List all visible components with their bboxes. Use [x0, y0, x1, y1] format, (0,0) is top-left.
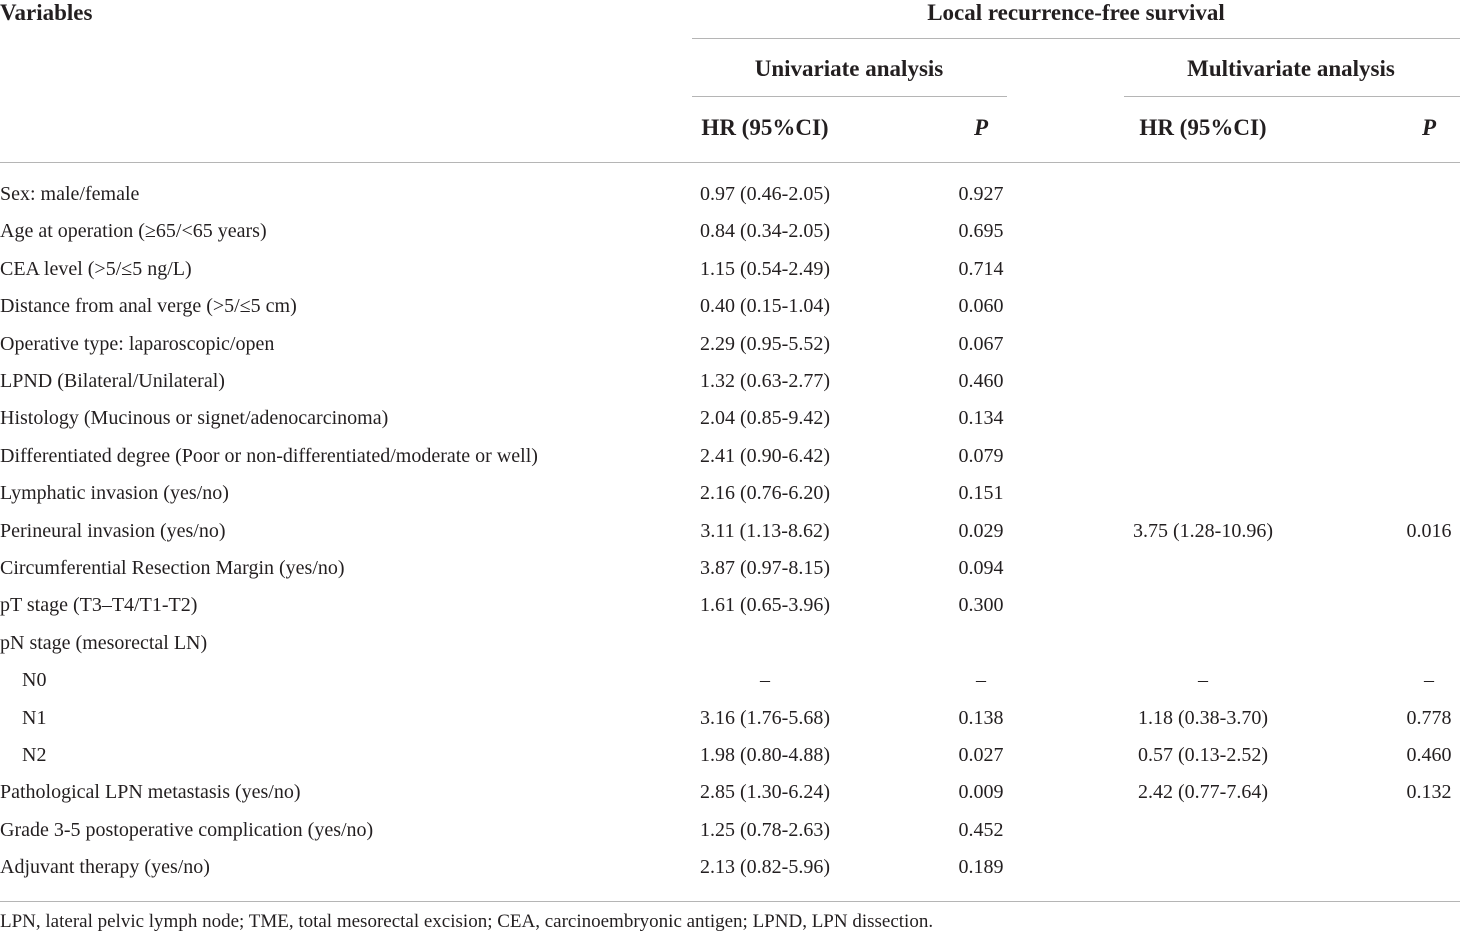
row-uni-hr: 3.16 (1.76-5.68) — [700, 707, 830, 729]
row-variable: Distance from anal verge (>5/≤5 cm) — [0, 295, 297, 317]
row-uni-p: 0.714 — [958, 258, 1004, 280]
row-uni-p: 0.134 — [958, 407, 1004, 429]
row-uni-p: 0.009 — [958, 781, 1004, 803]
row-uni-p: 0.189 — [958, 856, 1004, 878]
row-uni-p: 0.094 — [958, 557, 1004, 579]
row-uni-hr: 0.97 (0.46-2.05) — [700, 183, 830, 205]
row-multi-hr: 0.57 (0.13-2.52) — [1138, 744, 1268, 766]
row-multi-p: 0.016 — [1406, 520, 1452, 542]
multivariate-rule — [1124, 96, 1460, 97]
row-variable: LPND (Bilateral/Unilateral) — [0, 370, 225, 392]
row-variable: Lymphatic invasion (yes/no) — [0, 482, 229, 504]
row-uni-hr: 1.32 (0.63-2.77) — [700, 370, 830, 392]
row-multi-hr: 3.75 (1.28-10.96) — [1133, 520, 1273, 542]
row-multi-p: 0.132 — [1406, 781, 1452, 803]
multi-hr-header: HR (95%CI) — [1139, 115, 1267, 140]
row-uni-hr: 2.29 (0.95-5.52) — [700, 333, 830, 355]
uni-hr-header: HR (95%CI) — [701, 115, 829, 140]
row-variable: N2 — [22, 744, 47, 766]
row-uni-hr: 2.85 (1.30-6.24) — [700, 781, 830, 803]
row-variable: N0 — [22, 669, 47, 691]
row-uni-p: – — [976, 669, 986, 691]
row-variable: Differentiated degree (Poor or non-differentiated/moderate or well) — [0, 445, 538, 467]
row-uni-hr: 2.16 (0.76-6.20) — [700, 482, 830, 504]
row-variable: Age at operation (≥65/<65 years) — [0, 220, 267, 242]
row-multi-p: 0.778 — [1406, 707, 1452, 729]
row-variable: Sex: male/female — [0, 183, 140, 205]
row-uni-hr: 2.41 (0.90-6.42) — [700, 445, 830, 467]
row-uni-p: 0.452 — [958, 819, 1004, 841]
row-variable: pN stage (mesorectal LN) — [0, 632, 208, 654]
row-uni-hr: 2.13 (0.82-5.96) — [700, 856, 830, 878]
row-multi-hr: – — [1198, 669, 1208, 691]
row-multi-p: 0.460 — [1406, 744, 1452, 766]
row-uni-hr: 1.98 (0.80-4.88) — [700, 744, 830, 766]
row-uni-hr: 2.04 (0.85-9.42) — [700, 407, 830, 429]
group-rule — [692, 38, 1460, 39]
row-uni-p: 0.138 — [958, 707, 1004, 729]
row-uni-p: 0.460 — [958, 370, 1004, 392]
row-uni-hr: 3.87 (0.97-8.15) — [700, 557, 830, 579]
row-uni-p: 0.027 — [958, 744, 1004, 766]
multi-p-label: P — [1421, 115, 1437, 140]
row-uni-hr: 1.61 (0.65-3.96) — [700, 594, 830, 616]
multi-p-header — [1422, 115, 1436, 141]
row-uni-p: 0.029 — [958, 520, 1004, 542]
row-variable: Grade 3-5 postoperative complication (yes/no) — [0, 819, 374, 841]
row-multi-hr: 1.18 (0.38-3.70) — [1138, 707, 1268, 729]
row-uni-hr: 1.15 (0.54-2.49) — [700, 258, 830, 280]
row-variable: Circumferential Resection Margin (yes/no) — [0, 557, 345, 579]
row-variable: Adjuvant therapy (yes/no) — [0, 856, 210, 878]
row-multi-hr: 2.42 (0.77-7.64) — [1138, 781, 1268, 803]
uni-p-label: P — [973, 115, 989, 140]
row-uni-hr: 1.25 (0.78-2.63) — [700, 819, 830, 841]
row-variable: Histology (Mucinous or signet/adenocarcinoma) — [0, 407, 389, 429]
row-uni-p: 0.695 — [958, 220, 1004, 242]
row-variable: N1 — [22, 707, 47, 729]
row-uni-p: 0.067 — [958, 333, 1004, 355]
row-uni-p: 0.079 — [958, 445, 1004, 467]
row-uni-p: 0.151 — [958, 482, 1004, 504]
row-multi-p: – — [1424, 669, 1434, 691]
row-uni-hr: 0.84 (0.34-2.05) — [700, 220, 830, 242]
row-uni-p: 0.300 — [958, 594, 1004, 616]
table-bottom-rule — [0, 901, 1460, 902]
row-variable: Pathological LPN metastasis (yes/no) — [0, 781, 301, 803]
row-uni-hr: – — [760, 669, 770, 691]
row-uni-hr: 3.11 (1.13-8.62) — [700, 520, 830, 542]
row-uni-hr: 0.40 (0.15-1.04) — [700, 295, 830, 317]
header-bottom-rule — [0, 162, 1460, 163]
univariate-header: Univariate analysis — [754, 56, 944, 81]
row-variable: pT stage (T3–T4/T1-T2) — [0, 594, 198, 616]
univariate-rule — [692, 96, 1007, 97]
multivariate-header: Multivariate analysis — [1187, 56, 1395, 81]
row-uni-p: 0.060 — [958, 295, 1004, 317]
row-variable: Perineural invasion (yes/no) — [0, 520, 226, 542]
row-variable: CEA level (>5/≤5 ng/L) — [0, 258, 192, 280]
uni-p-header — [974, 115, 988, 141]
lrfs-header: Local recurrence-free survival — [927, 0, 1225, 25]
variables-header: Variables — [0, 0, 93, 25]
table-footnote: LPN, lateral pelvic lymph node; TME, total mesorectal excision; CEA, carcinoembryonic antigen; LPND, LPN dissection. — [0, 911, 934, 932]
row-uni-p: 0.927 — [958, 183, 1004, 205]
row-variable: Operative type: laparoscopic/open — [0, 333, 275, 355]
